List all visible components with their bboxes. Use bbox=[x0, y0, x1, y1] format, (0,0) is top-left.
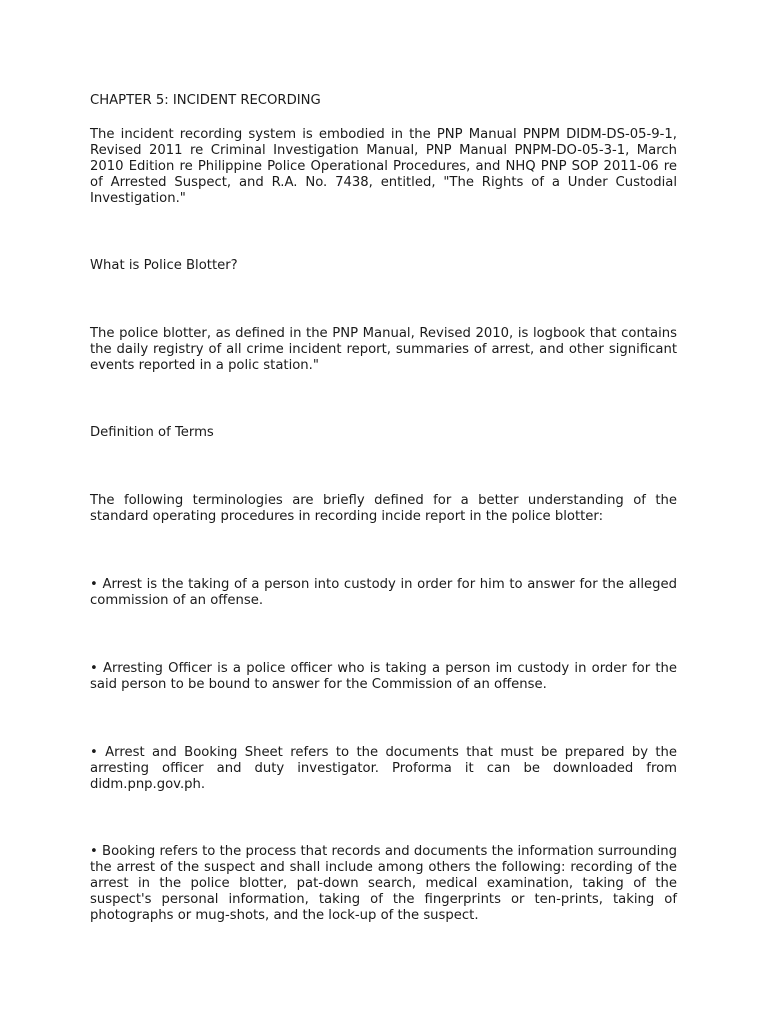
term-item-arrest-and-booking-sheet: • Arrest and Booking Sheet refers to the documents that must be prepared by the arresting officer and duty investigator. Proforma it can be downloaded from didm.pnp.gov.ph. bbox=[90, 745, 677, 792]
terms-intro-paragraph: The following terminologies are briefly defined for a better understanding of the standard operating procedures in recording incide report in the police blotter: bbox=[90, 493, 677, 524]
section-heading-definition-of-terms: Definition of Terms bbox=[90, 425, 214, 440]
chapter-title: CHAPTER 5: INCIDENT RECORDING bbox=[90, 93, 321, 108]
intro-paragraph: The incident recording system is embodied in the PNP Manual PNPM DIDM-DS-05-9-1, Revised 2011 re Criminal Investigation Manual, PNP Manual PNPM-DO-05-3-1, March 2010 Edition re Philippine Police Operational Procedures, and NHQ PNP SOP 2011-06 re of Arrested Suspect, and R.A. No. 7438, entitled, "The Rights of a Under Custodial Investigation." bbox=[90, 127, 677, 206]
blotter-definition-paragraph: The police blotter, as defined in the PNP Manual, Revised 2010, is logbook that contains the daily registry of all crime incident report, summaries of arrest, and other significant events reported in a polic station." bbox=[90, 326, 677, 373]
term-item-arresting-officer: • Arresting Officer is a police officer who is taking a person im custody in order for the said person to be bound to answer for the Commission of an offense. bbox=[90, 661, 677, 692]
section-heading-police-blotter: What is Police Blotter? bbox=[90, 258, 238, 273]
term-item-booking: • Booking refers to the process that records and documents the information surrounding the arrest of the suspect and shall include among others the following: recording of the arrest in the police blotter, pat-down search, medical examination, taking of the suspect's personal information, taking of the fingerprints or ten-prints, taking of photographs or mug-shots, and the lock-up of the suspect. bbox=[90, 844, 677, 923]
term-item-arrest: • Arrest is the taking of a person into custody in order for him to answer for the alleged commission of an offense. bbox=[90, 577, 677, 608]
